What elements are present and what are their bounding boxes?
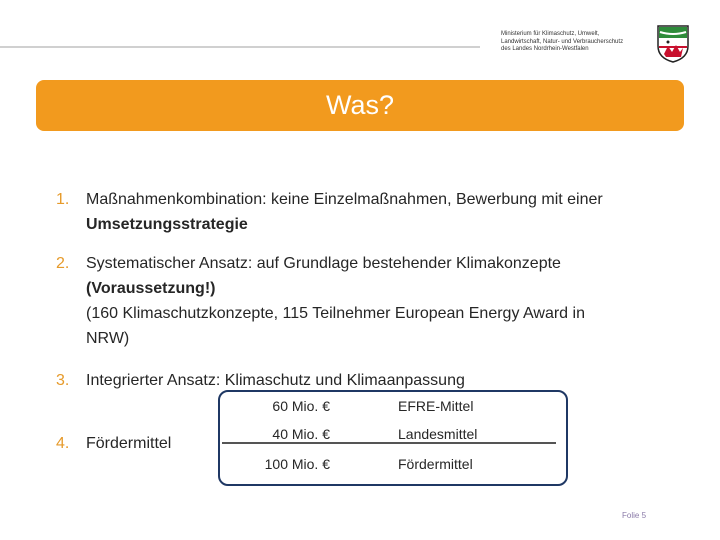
funding-label: Landesmittel xyxy=(398,426,478,442)
item-text xyxy=(86,431,171,456)
funding-amount: 60 Mio. € xyxy=(272,398,330,414)
ministry-line-2: Landwirtschaft, Natur- und Verbraucherschutz xyxy=(501,38,624,45)
nrw-crest-icon xyxy=(656,24,690,64)
item-number: 4. xyxy=(56,435,70,452)
item-line: (160 Klimaschutzkonzepte, 115 Teilnehmer European Energy Award in xyxy=(86,305,585,322)
item-line: Fördermittel xyxy=(86,435,172,452)
item-number: 2. xyxy=(56,255,70,272)
item-line-bold: Umsetzungsstrategie xyxy=(86,216,248,233)
item-text xyxy=(86,187,603,237)
funding-box xyxy=(218,390,568,486)
slide-title: Was? xyxy=(325,90,394,120)
item-line: Systematischer Ansatz: auf Grundlage bestehender Klimakonzepte xyxy=(86,255,561,272)
ministry-line-1: Ministerium für Klimaschutz, Umwelt, xyxy=(501,31,600,37)
item-line: Integrierter Ansatz: Klimaschutz und Klimaanpassung xyxy=(86,372,465,389)
item-line: NRW) xyxy=(86,330,130,347)
item-number: 3. xyxy=(56,372,70,389)
item-text xyxy=(86,251,585,351)
funding-amount: 40 Mio. € xyxy=(272,426,330,442)
funding-amount: 100 Mio. € xyxy=(264,456,330,472)
title-banner xyxy=(36,80,684,131)
item-number: 1. xyxy=(56,191,70,208)
funding-label: EFRE-Mittel xyxy=(398,398,474,414)
ministry-line-3: des Landes Nordrhein-Westfalen xyxy=(501,46,589,52)
funding-label: Fördermittel xyxy=(398,456,473,472)
ministry-name xyxy=(501,31,651,54)
funding-sum-divider xyxy=(222,442,556,444)
slide-number: Folie 5 xyxy=(622,511,647,520)
header-divider xyxy=(0,46,480,48)
item-line-bold: (Voraussetzung!) xyxy=(86,280,216,297)
item-line: Maßnahmenkombination: keine Einzelmaßnahmen, Bewerbung mit einer xyxy=(86,191,603,208)
